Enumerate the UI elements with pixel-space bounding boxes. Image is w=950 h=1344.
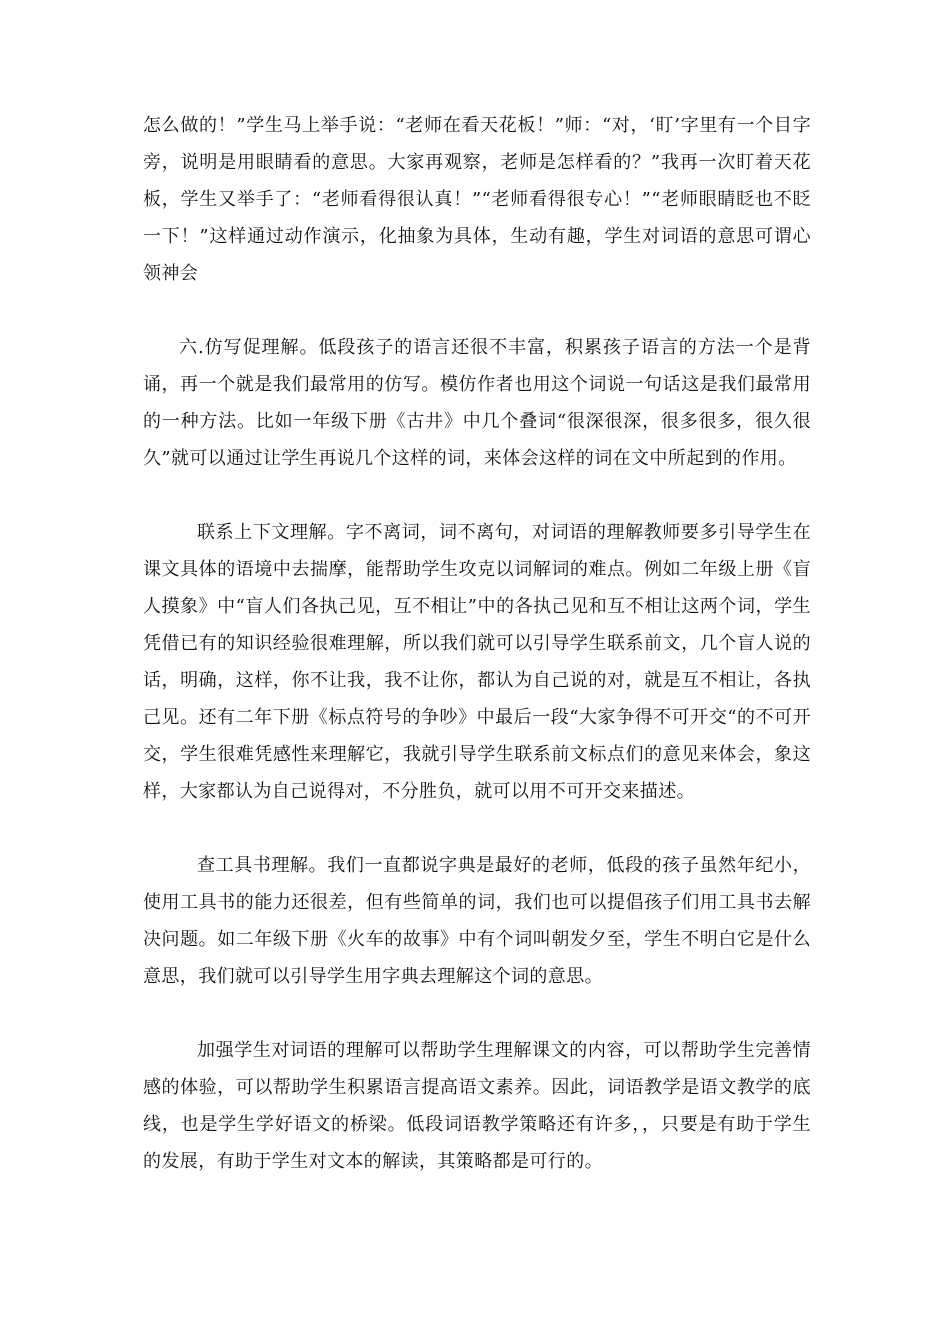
paragraph-continuation: 怎么做的！”学生马上举手说：“老师在看天花板！”师：“对，‘盯’字里有一个目字旁，说明是用眼睛看的意思。大家再观察，老师是怎样看的？”我再一次盯着天花板，学生又举手了：“老师看得很认真！”“老师看得很专心！”“老师眼睛眨也不眨一下！”这样通过动作演示，化抽象为具体，生动有趣，学生对词语的意思可谓心领神会 <box>143 115 811 284</box>
paragraph-context-understanding: 联系上下文理解。字不离词，词不离句，对词语的理解教师要多引导学生在课文具体的语境中去揣摩，能帮助学生攻克以词解词的难点。例如二年级上册《盲人摸象》中“盲人们各执己见，互不相让”中的各执己见和互不相让这两个词，学生凭借已有的知识经验很难理解，所以我们就可以引导学生联系前文，几个盲人说的话，明确，这样，你不让我，我不让你，都认为自己说的对，就是互不相让，各执己见。还有二年下册《标点符号的争吵》中最后一段“大家争得不可开交“的不可开交，学生很难凭感性来理解它，我就引导学生联系前文标点们的意见来体会，象这样，大家都认为自己说得对，不分胜负，就可以用不可开交来描述。 <box>143 522 811 802</box>
paragraph-imitation-writing: 六.仿写促理解。低段孩子的语言还很不丰富，积累孩子语言的方法一个是背诵，再一个就是我们最常用的仿写。模仿作者也用这个词说一句话这是我们最常用的一种方法。比如一年级下册《古井》中几个叠词“很深很深，很多很多，很久很久”就可以通过让学生再说几个这样的词，来体会这样的词在文中所起到的作用。 <box>143 337 811 469</box>
paragraph-reference-tools: 查工具书理解。我们一直都说字典是最好的老师，低段的孩子虽然年纪小，使用工具书的能力还很差，但有些简单的词，我们也可以提倡孩子们用工具书去解决问题。如二年级下册《火车的故事》中有个词叫朝发夕至，学生不明白它是什么意思，我们就可以引导学生用字典去理解这个词的意思。 <box>143 855 811 987</box>
paragraph-conclusion: 加强学生对词语的理解可以帮助学生理解课文的内容，可以帮助学生完善情感的体验，可以帮助学生积累语言提高语文素养。因此，词语教学是语文教学的底线，也是学生学好语文的桥梁。低段词语教学策略还有许多，，只要是有助于学生的发展，有助于学生对文本的解读，其策略都是可行的。 <box>143 1040 811 1172</box>
